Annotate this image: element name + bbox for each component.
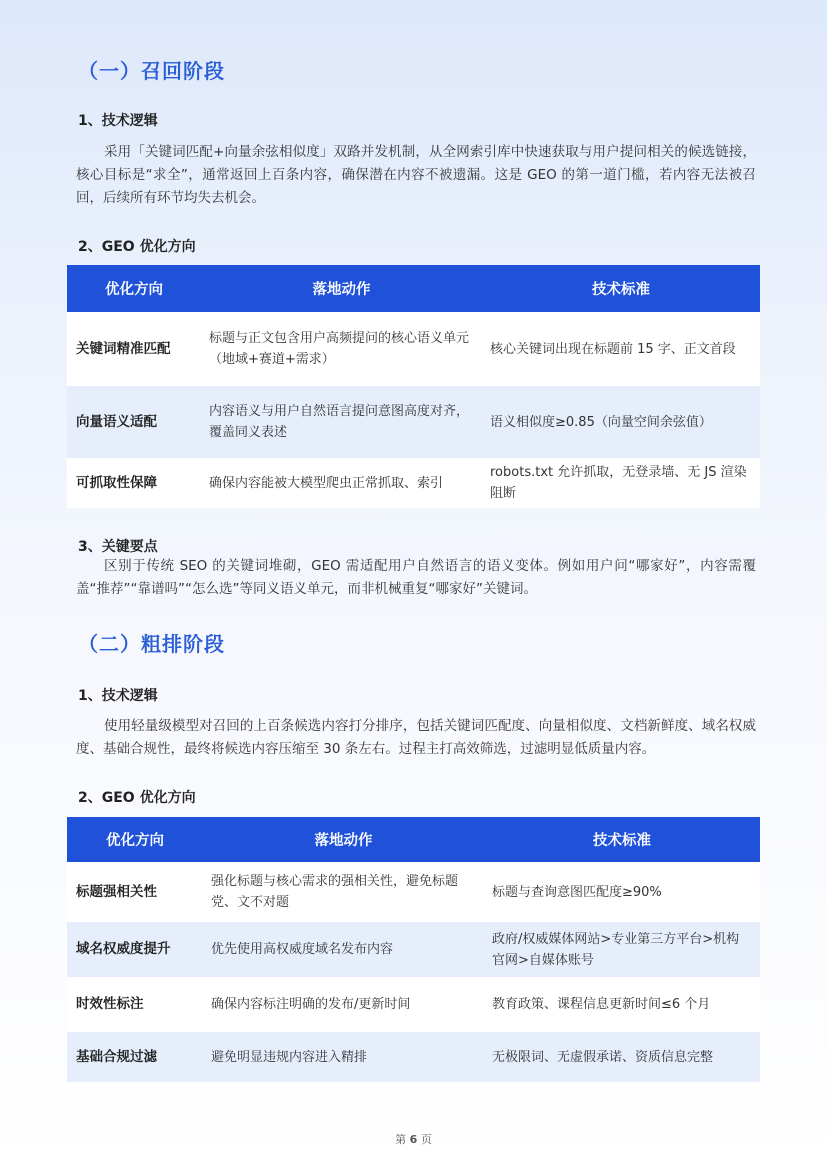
table-header-row bbox=[67, 817, 760, 862]
table-cell: 确保内容能被大模型爬虫正常抓取、索引 bbox=[201, 458, 482, 508]
table-header-cell: 技术标准 bbox=[484, 817, 760, 862]
table-header-cell: 技术标准 bbox=[482, 265, 760, 312]
table-cell: 避免明显违规内容进入精排 bbox=[203, 1032, 484, 1082]
table-cell: 内容语义与用户自然语言提问意图高度对齐，覆盖同义表述 bbox=[201, 386, 482, 458]
table-row bbox=[67, 1032, 760, 1082]
heading-geo-direction: 2、GEO 优化方向 bbox=[78, 790, 196, 806]
table-cell: 基础合规过滤 bbox=[67, 1032, 203, 1082]
table-cell: 政府/权威媒体网站>专业第三方平台>机构官网>自媒体账号 bbox=[484, 922, 760, 977]
table-cell: 无极限词、无虚假承诺、资质信息完整 bbox=[484, 1032, 760, 1082]
table-header-cell: 落地动作 bbox=[203, 817, 484, 862]
table-header-row bbox=[67, 265, 760, 312]
page-suffix: 页 bbox=[420, 1133, 432, 1146]
table-cell: 核心关键词出现在标题前 15 字、正文首段 bbox=[482, 312, 760, 386]
table-cell: robots.txt 允许抓取，无登录墙、无 JS 渲染阻断 bbox=[482, 458, 760, 508]
table-row bbox=[67, 458, 760, 508]
heading-key-points: 3、关键要点 bbox=[78, 539, 158, 555]
table-cell: 优先使用高权威度域名发布内容 bbox=[203, 922, 484, 977]
table-cell: 语义相似度≥0.85（向量空间余弦值） bbox=[482, 386, 760, 458]
page-number-footer bbox=[0, 1131, 827, 1147]
table-row bbox=[67, 922, 760, 977]
heading-tech-logic: 1、技术逻辑 bbox=[78, 113, 158, 129]
table-cell: 教育政策、课程信息更新时间≤6 个月 bbox=[484, 977, 760, 1032]
heading-geo-direction: 2、GEO 优化方向 bbox=[78, 239, 196, 255]
page-number: 6 bbox=[409, 1133, 418, 1146]
table-cell: 确保内容标注明确的发布/更新时间 bbox=[203, 977, 484, 1032]
table-cell: 域名权威度提升 bbox=[67, 922, 203, 977]
table-cell: 标题与正文包含用户高频提问的核心语义单元（地域+赛道+需求） bbox=[201, 312, 482, 386]
section-title-recall: （一）召回阶段 bbox=[78, 59, 225, 83]
table-cell: 关键词精准匹配 bbox=[67, 312, 201, 386]
paragraph-tech-logic: 采用「关键词匹配+向量余弦相似度」双路并发机制，从全网索引库中快速获取与用户提问相关的候选链接，核心目标是“求全”，通常返回上百条内容，确保潜在内容不被遗漏。这是 GEO 的第一道门槛，若内容无法被召回，后续所有环节均失去机会。 bbox=[76, 144, 756, 206]
recall-optimization-table bbox=[67, 265, 760, 508]
table-cell: 向量语义适配 bbox=[67, 386, 201, 458]
coarse-ranking-optimization-table bbox=[67, 817, 760, 1082]
table-cell: 时效性标注 bbox=[67, 977, 203, 1032]
table-cell: 强化标题与核心需求的强相关性，避免标题党、文不对题 bbox=[203, 862, 484, 922]
table-row bbox=[67, 977, 760, 1032]
table-row bbox=[67, 862, 760, 922]
table-header-cell: 落地动作 bbox=[201, 265, 482, 312]
paragraph-tech-logic: 使用轻量级模型对召回的上百条候选内容打分排序，包括关键词匹配度、向量相似度、文档新鲜度、域名权威度、基础合规性，最终将候选内容压缩至 30 条左右。过程主打高效筛选，过滤明显低质量内容。 bbox=[76, 718, 756, 757]
heading-tech-logic: 1、技术逻辑 bbox=[78, 688, 158, 704]
table-row bbox=[67, 386, 760, 458]
table-header-cell: 优化方向 bbox=[67, 817, 203, 862]
paragraph-key-points: 区别于传统 SEO 的关键词堆砌，GEO 需适配用户自然语言的语义变体。例如用户问“哪家好”，内容需覆盖“推荐”“靠谱吗”“怎么选”等同义语义单元，而非机械重复“哪家好”关键词。 bbox=[76, 558, 756, 597]
table-cell: 标题强相关性 bbox=[67, 862, 203, 922]
table-cell: 标题与查询意图匹配度≥90% bbox=[484, 862, 760, 922]
table-cell: 可抓取性保障 bbox=[67, 458, 201, 508]
page-prefix: 第 bbox=[395, 1133, 407, 1146]
section-title-coarse-ranking: （二）粗排阶段 bbox=[78, 632, 225, 656]
table-header-cell: 优化方向 bbox=[67, 265, 201, 312]
table-row bbox=[67, 312, 760, 386]
